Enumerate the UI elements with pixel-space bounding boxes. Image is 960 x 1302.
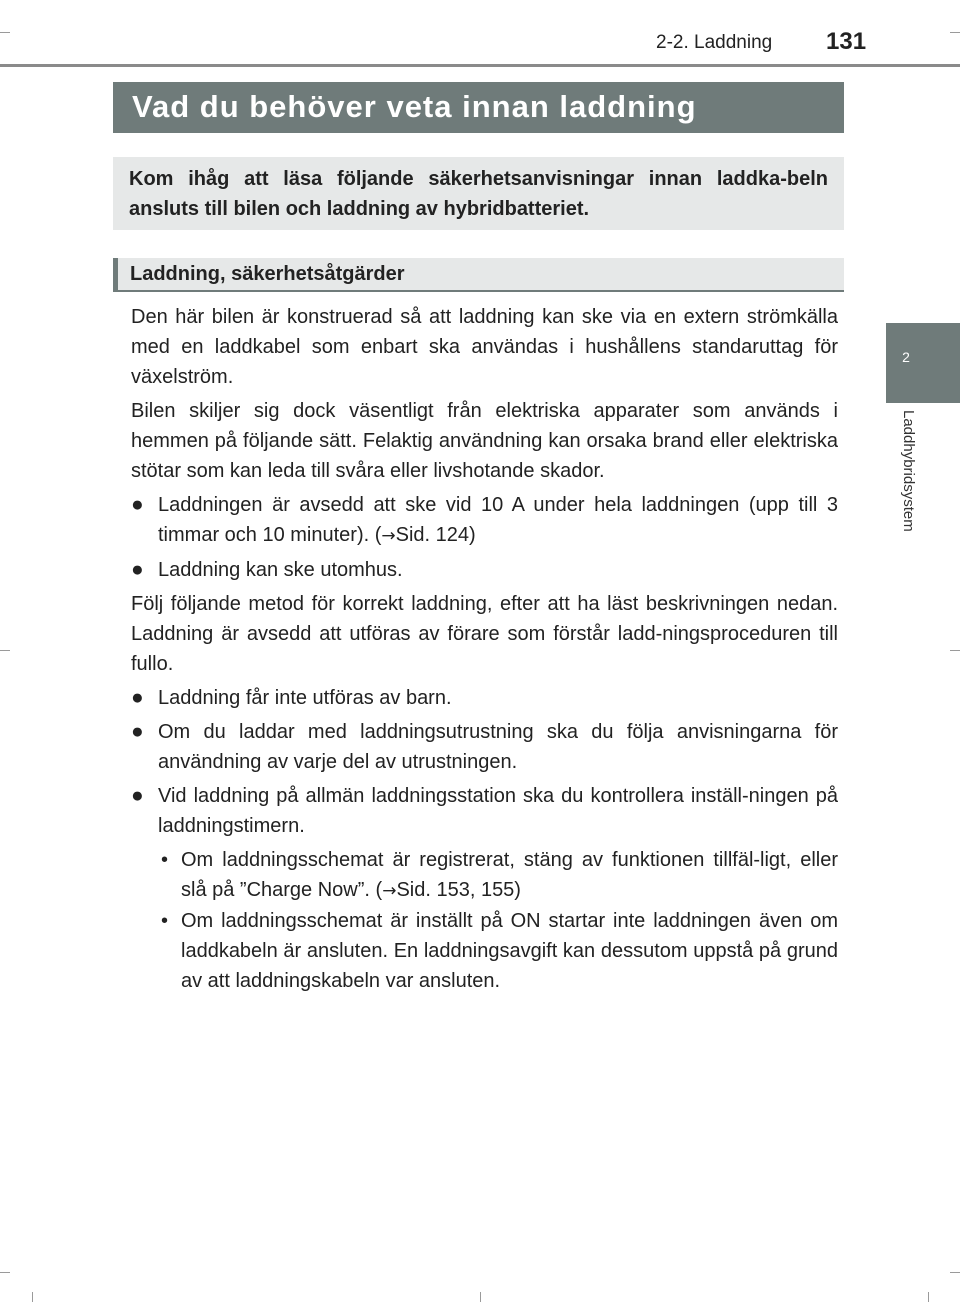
crop-mark [0, 650, 10, 651]
sub-bullet-text: Om laddningsschemat är registrerat, stäng av funktionen tillfäl-ligt, eller slå på ”Charge Now”. ( [181, 849, 838, 901]
bullet-item [131, 781, 838, 841]
bullet-item [131, 683, 838, 713]
crop-mark [928, 1292, 929, 1302]
sub-bullet-icon: • [161, 849, 169, 871]
intro-box: Kom ihåg att läsa följande säkerhetsanvisningar innan laddka-beln ansluts till bilen och laddning av hybridbatteriet. [113, 157, 844, 230]
arrow-icon: → [382, 881, 397, 901]
crop-mark [480, 1292, 481, 1302]
sub-bullet-text: Om laddningsschemat är inställt på ON startar inte laddningen även om laddkabeln är ansluten. En laddningsavgift kan dessutom uppstå på grund av att laddningskabeln var ansluten. [181, 910, 838, 992]
bullet-item [131, 490, 838, 551]
bullet-text: Vid laddning på allmän laddningsstation ska du kontrollera inställ-ningen på laddningstimern. [158, 785, 838, 837]
chapter-label: Laddhybridsystem [900, 410, 917, 532]
paragraph: Följ följande metod för korrekt laddning, efter att ha läst beskrivningen nedan. Laddning är avsedd att utföras av förare som förstår ladd-ningsproceduren till fullo. [131, 593, 838, 675]
arrow-icon: → [381, 526, 396, 546]
sub-bullet-item [131, 906, 838, 996]
bullet-icon: ● [131, 784, 144, 807]
bullet-text: Laddning får inte utföras av barn. [158, 687, 452, 709]
header-divider [0, 64, 960, 67]
bullet-text: Laddning kan ske utomhus. [158, 559, 403, 581]
page-reference: Sid. 124) [395, 524, 476, 546]
bullet-icon: ● [131, 493, 144, 516]
header-section-title: 2-2. Laddning [656, 32, 773, 53]
chapter-number: 2 [902, 349, 910, 365]
page-reference: Sid. 153, 155) [396, 879, 521, 901]
subheading-bar [113, 258, 844, 292]
paragraph: Bilen skiljer sig dock väsentligt från elektriska apparater som används i hemmen på följande sätt. Felaktig användning kan orsaka brand eller elektriska stötar som kan leda till svåra eller livshotande skador. [131, 400, 838, 482]
bullet-text: Laddningen är avsedd att ske vid 10 A under hela laddningen (upp till 3 timmar och 10 minuter). ( [158, 494, 838, 546]
bullet-icon: ● [131, 720, 144, 743]
page-title: Vad du behöver veta innan laddning [132, 89, 697, 124]
subheading: Laddning, säkerhetsåtgärder [130, 263, 405, 285]
bullet-text: Om du laddar med laddningsutrustning ska du följa anvisningarna för användning av varje del av utrustningen. [158, 721, 838, 773]
bullet-item [131, 555, 838, 585]
bullet-icon: ● [131, 558, 144, 581]
paragraph: Den här bilen är konstruerad så att laddning kan ske via en extern strömkälla med en laddkabel som enbart ska användas i hushållens standaruttag för växelström. [131, 306, 838, 388]
sub-bullet-icon: • [161, 910, 169, 932]
crop-mark [950, 1272, 960, 1273]
crop-mark [0, 32, 10, 33]
title-bar [113, 82, 844, 133]
crop-mark [950, 32, 960, 33]
crop-mark [950, 650, 960, 651]
crop-mark [32, 1292, 33, 1302]
bullet-icon: ● [131, 686, 144, 709]
bullet-item [131, 717, 838, 777]
sub-bullet-item [131, 845, 838, 906]
page-number: 131 [826, 28, 867, 55]
body-content [131, 302, 838, 996]
chapter-tab [886, 323, 960, 403]
crop-mark [0, 1272, 10, 1273]
